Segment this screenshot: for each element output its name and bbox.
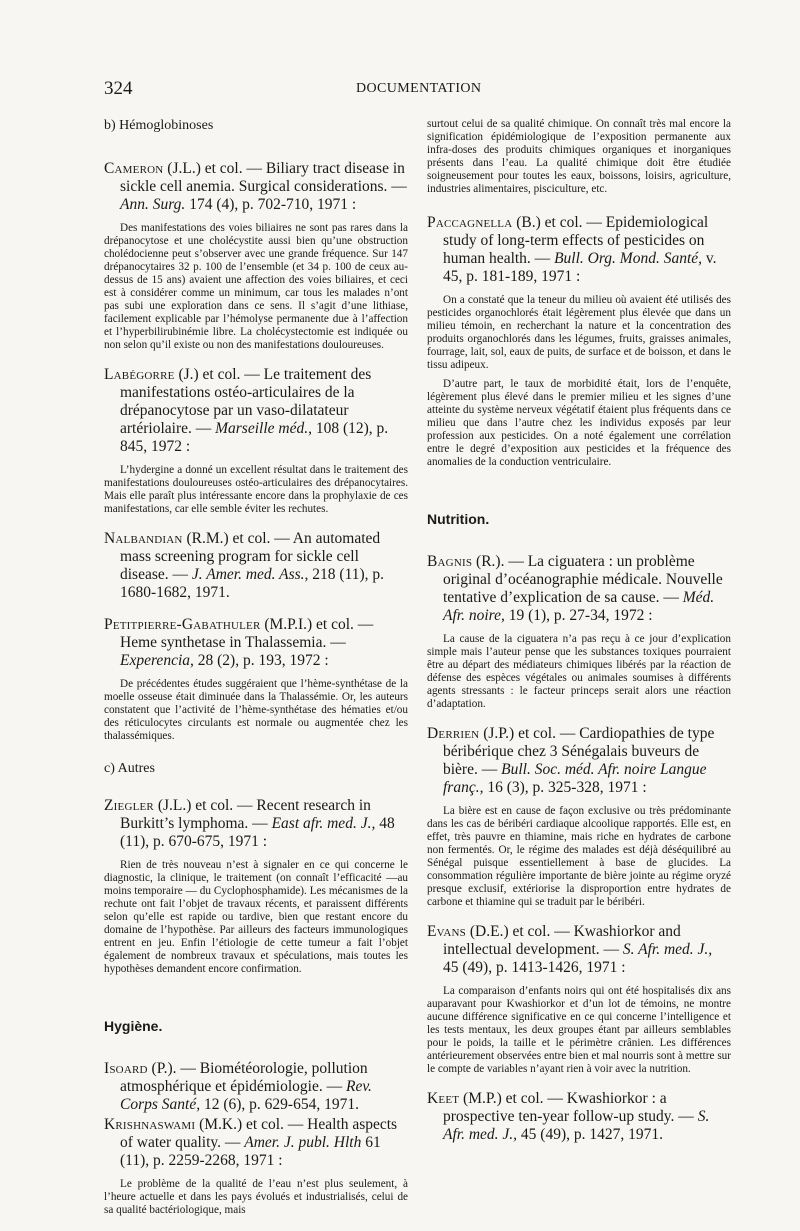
hygiene-heading: Hygiène.: [104, 1018, 163, 1034]
section-heading-c: c) Autres: [104, 761, 155, 776]
journal: Bull. Org. Mond. Santé,: [554, 250, 703, 267]
abstract: L’hydergine a donné un excellent résultat dans le traitement des manifestations douloureuses ostéo-articulaires des drépanocytaires. Mais elle paraît plus intéressante encore dans la prophylaxie de ces manifestations, car elle semble éviter les rechutes.: [104, 464, 408, 515]
journal: S. Afr. med. J.,: [443, 1108, 710, 1143]
citation: Derrien (J.P.) et col. — Cardiopathies de type béribérique chez 3 Sénégalais buveurs de bière. — Bull. Soc. méd. Afr. noire Langue franç., 16 (3), p. 325-328, 1971 :: [427, 725, 715, 796]
author: Nalbandian: [104, 530, 183, 547]
journal: S. Afr. med. J.,: [622, 941, 713, 958]
author: Krishnaswami: [104, 1116, 196, 1133]
entry-derrien: [427, 725, 731, 909]
entry-nalbandian: [104, 530, 408, 602]
entry-paccagnella: [427, 214, 731, 469]
entry-cameron: [104, 160, 408, 352]
author: Keet: [427, 1090, 460, 1107]
abstract: Le problème de la qualité de l’eau n’est plus seulement, à l’heure actuelle et dans les pays évolués et industrialisés, celui de sa qualité bactériologique, mais: [104, 1178, 408, 1216]
citation: Bagnis (R.). — La ciguatera : un problème original d’océanographie médicale. Nouvelle tentative d’explication de sa cause. — Méd. Afr. noire, 19 (1), p. 27-34, 1972 :: [427, 553, 723, 624]
citation: Isoard (P.). — Biométéorologie, pollution atmosphérique et épidémiologie. — Rev. Corps Santé, 12 (6), p. 629-654, 1971.: [104, 1060, 372, 1113]
journal: Amer. J. publ. Hlth: [244, 1134, 362, 1151]
citation: Keet (M.P.) et col. — Kwashiorkor : a prospective ten-year follow-up study. — S. Afr. med. J., 45 (49), p. 1427, 1971.: [427, 1090, 710, 1143]
journal: Marseille méd.,: [215, 420, 312, 437]
citation: Krishnaswami (M.K.) et col. — Health aspects of water quality. — Amer. J. publ. Hlth 61 (11), p. 2259-2268, 1971 :: [104, 1116, 398, 1169]
citation: Paccagnella (B.) et col. — Epidemiological study of long-term effects of pesticides on human health. — Bull. Org. Mond. Santé, v. 45, p. 181-189, 1971 :: [427, 214, 717, 285]
author: Bagnis: [427, 553, 473, 570]
entry-evans: [427, 923, 731, 1076]
abstract: Des manifestations des voies biliaires ne sont pas rares dans la drépanocytose et une cholécystite aussi bien qu’une obstruction cholédocienne peut s’observer avec une grande fréquence. Sur 147 drépanocytaires 32 p. 100 de l’ensemble (et 34 p. 100 de ceux au-dessus de 15 ans) avaient une affection des voies biliaires, et ceci est à considérer comme un minimum, car tous les malades n’ont pas subi une exploration dans ce sens. Il s’agit d’une lithiase, facilement explicable par l’hémolyse permanente due à l’affection et l’hyperbilirubinémie libre. La cholécystectomie est indiquée ou non selon qu’il existe ou non des manifestations douloureuses.: [104, 222, 408, 351]
author: Cameron: [104, 160, 164, 177]
entry-petitpierre: [104, 616, 408, 743]
journal: Méd. Afr. noire,: [443, 589, 715, 624]
abstract: La bière est en cause de façon exclusive ou très prédominante dans les cas de béribéri cardiaque alcoolique rapportés. Elle est, en effet, très pauvre en thiamine, mais riche en hydrates de carbone non fermentés. Or, le régime des malades est déjà déséquilibré au Sénégal puisque essentiellement à base de glucides. La consommation régulière importante de bière jointe au régime oryzé presque exclusif, extériorise la disproportion entre hydrates de carbone et thiamine qui se traduit par le béribéri.: [427, 805, 731, 908]
entry-keet: [427, 1090, 731, 1144]
abstract: Rien de très nouveau n’est à signaler en ce qui concerne le diagnostic, la clinique, le traitement (on connaît l’efficacité —au moins temporaire — du Cyclophosphamide). Les mécanismes de la rechute ont fait l’objet de travaux récents, et paraissent différents selon qu’elle est rapide ou tardive, bien que restant encore du domaine de l’hypothèse. Par ailleurs des facteurs immunologiques entrent en jeu. Enfin l’étiologie de cette tumeur a fait l’objet également de nombreux travaux et spéculations, mais toutes les hypothèses demandent encore confirmation.: [104, 859, 408, 975]
section-heading-b: b) Hémoglobinoses: [104, 118, 214, 133]
page-number: 324: [104, 78, 133, 99]
citation: Ziegler (J.L.) et col. — Recent research in Burkitt’s lymphoma. — East afr. med. J., 48 (11), p. 670-675, 1971 :: [104, 797, 395, 850]
page-header: [104, 78, 744, 102]
author: Isoard: [104, 1060, 148, 1077]
journal: Experencia,: [120, 652, 194, 669]
entry-labegorre: [104, 366, 408, 516]
abstract: La cause de la ciguatera n’a pas reçu à ce jour d’explication simple mais l’auteur pense que les substances toxiques pourraient être au départ des médiateurs chimiques libérés par la réaction de défense des espèces végétales ou animales soumises à différents agents stressants : le facteur princeps serait alors une réaction d’adaptation.: [427, 633, 731, 710]
abstract: De précédentes études suggéraient que l’hème-synthétase de la moelle osseuse était diminuée dans la Thalassémie. Or, les auteurs constatent que l’activité de l’hème-synthétase des hématies et/ou des réticulocytes circulants est normale ou augmentée chez les thalassémiques.: [104, 678, 408, 742]
citation: Nalbandian (R.M.) et col. — An automated mass screening program for sickle cell disease. — J. Amer. med. Ass., 218 (11), p. 1680-1682, 1971.: [104, 530, 385, 601]
author: Petitpierre-Gabathuler: [104, 616, 261, 633]
citation: Petitpierre-Gabathuler (M.P.I.) et col. — Heme synthetase in Thalassemia. — Experencia, 28 (2), p. 193, 1972 :: [104, 616, 374, 669]
citation: Labégorre (J.) et col. — Le traitement des manifestations ostéo-articulaires de la drépanocytose par un vaso-dilatateur artériolaire. — Marseille méd., 108 (12), p. 845, 1972 :: [104, 366, 389, 455]
entry-bagnis: [427, 553, 731, 711]
citation: Cameron (J.L.) et col. — Biliary tract disease in sickle cell anemia. Surgical considerations. — Ann. Surg. 174 (4), p. 702-710, 1971 :: [104, 160, 407, 213]
author: Labégorre: [104, 366, 175, 383]
author: Ziegler: [104, 797, 154, 814]
continued-abstract: surtout celui de sa qualité chimique. On connaît très mal encore la signification épidémiologique de l’exposition permanente aux infra-doses des produits chimiques organiques et inorganiques présents dans l’eau. La qualité chimique doit être étudiée soigneusement pour toutes les eaux, boissons, loisirs, agriculture, industries alimentaires, pisciculture, etc.: [427, 118, 731, 195]
running-title: DOCUMENTATION: [356, 81, 482, 96]
journal: Ann. Surg.: [120, 196, 186, 213]
entry-krishnaswami: [104, 1116, 408, 1217]
citation: Evans (D.E.) et col. — Kwashiorkor and intellectual development. — S. Afr. med. J., 45 (49), p. 1413-1426, 1971 :: [427, 923, 713, 976]
entry-ziegler: [104, 797, 408, 976]
journal: Bull. Soc. méd. Afr. noire Langue franç.,: [443, 761, 707, 796]
journal: J. Amer. med. Ass.,: [191, 566, 309, 583]
right-column: [427, 118, 731, 1158]
abstract: On a constaté que la teneur du milieu où avaient été utilisés des pesticides organochlorés était légèrement plus élevée que dans un milieu témoin, en recherchant la nature et la concentration des produits organochlorés dans les légumes, fruits, graisses animales, fourrage, lait, sol, eaux de puits, de surface et de boisson, et dans le tissu adipeux. D’autre part, le taux de morbidité était, lors de l’enquête, légèrement plus élevé dans le premier milieu et les signes d’une atteinte du système nerveux végétatif étaient plus fréquents dans ce milieu que dans l’autre chez les individus exposés par leur profession aux pesticides. On a noté également une corrélation entre le degré d’exposition aux pesticides et la fréquence des anomalies de la conduction ventriculaire.: [427, 294, 731, 468]
author: Evans: [427, 923, 466, 940]
left-column: [104, 118, 408, 1231]
entry-isoard: [104, 1060, 408, 1114]
author: Derrien: [427, 725, 480, 742]
journal: East afr. med. J.,: [271, 815, 376, 832]
author: Paccagnella: [427, 214, 513, 231]
nutrition-heading: Nutrition.: [427, 511, 490, 527]
abstract: La comparaison d’enfants noirs qui ont été hospitalisés dix ans auparavant pour Kwashiorkor et d’un lot de témoins, ne montre aucune différence significative en ce qui concerne l’intelligence et les tests mentaux, les deux groupes étant par ailleurs semblables pour le poids, la taille et le périmètre crânien. Les différences antérieurement observées entre bien et mal nourris sont à mettre sur le compte de variables n’ayant rien à voir avec la nutrition.: [427, 985, 731, 1075]
journal: Rev. Corps Santé,: [120, 1078, 372, 1113]
